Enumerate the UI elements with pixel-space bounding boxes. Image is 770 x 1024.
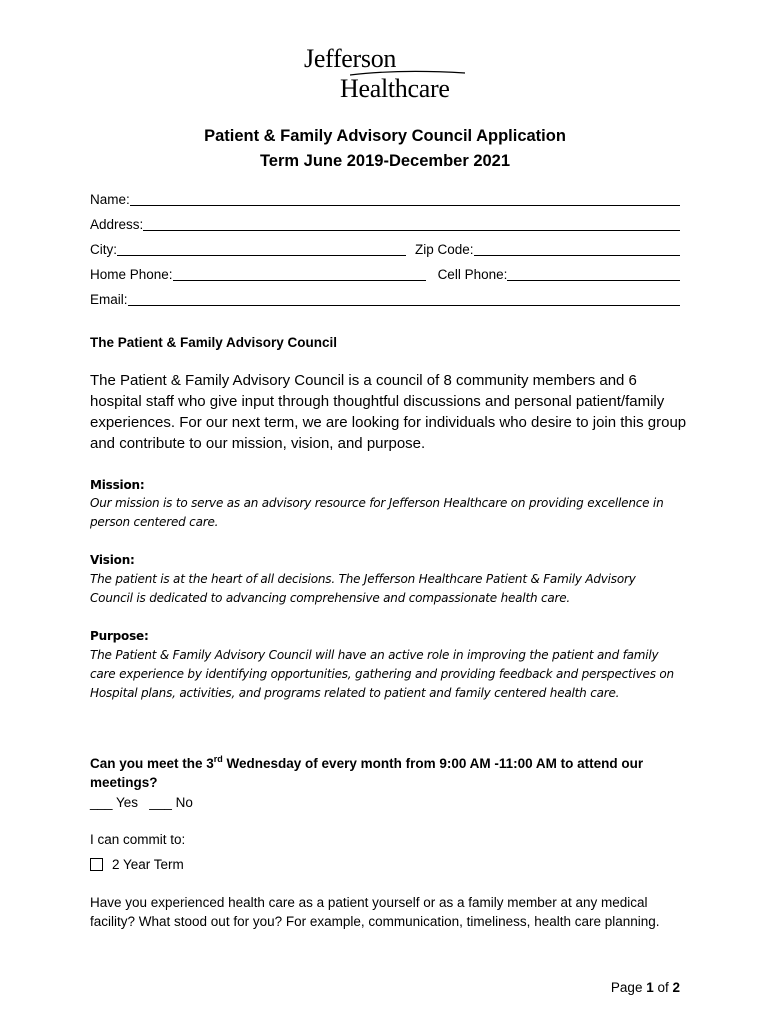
email-label: Email:	[90, 292, 128, 307]
phone-row	[90, 266, 680, 284]
logo-line-2: Healthcare	[340, 74, 450, 103]
vision-label: Vision:	[90, 553, 135, 567]
page-subtitle: Term June 2019-December 2021	[259, 152, 511, 170]
page-of: of	[653, 980, 673, 995]
email-line[interactable]	[128, 291, 680, 306]
page-number	[611, 978, 680, 997]
city-line[interactable]	[117, 241, 406, 256]
commit-label: I can commit to:	[90, 832, 186, 847]
logo-line-1: Jefferson	[304, 44, 397, 73]
home-phone-line[interactable]	[173, 266, 426, 281]
page-title: Patient & Family Advisory Council Application	[204, 127, 566, 145]
meeting-question-start: Can you meet the 3	[90, 756, 214, 771]
ordinal-suffix: rd	[213, 754, 223, 764]
total-pages: 2	[672, 980, 680, 995]
page-prefix: Page	[610, 980, 647, 995]
two-year-term-label: 2 Year Term	[112, 857, 184, 872]
email-field[interactable]	[90, 291, 680, 309]
vision-text: The patient is at the heart of all decisions. The Jefferson Healthcare Patient & Family Advisory Council is dedicated to advancing comprehensive and compassionate health care.	[90, 572, 636, 605]
zip-label: Zip Code:	[415, 242, 474, 257]
purpose-label: Purpose:	[90, 629, 149, 643]
zip-line[interactable]	[474, 241, 680, 256]
council-intro: The Patient & Family Advisory Council is a council of 8 community members and 6 hospital staff who give input through thoughtful discussions and personal patient/family experiences. For our next term, we are looking for individuals who desire to join this group and contribute to our mission, vision, and purpose.	[90, 372, 687, 452]
cell-phone-line[interactable]	[507, 266, 680, 281]
address-label: Address:	[90, 217, 144, 232]
meeting-question-end: Wednesday of every month from 9:00 AM -11:00 AM to attend our meetings?	[90, 756, 644, 790]
name-field[interactable]	[90, 191, 680, 209]
city-zip-row	[90, 241, 680, 259]
address-field[interactable]	[90, 216, 680, 234]
city-label: City:	[90, 242, 117, 257]
council-heading: The Patient & Family Advisory Council	[90, 335, 338, 350]
mission-label: Mission:	[90, 478, 145, 492]
meeting-question	[90, 754, 690, 792]
two-year-term-option[interactable]	[90, 855, 184, 874]
experience-question: Have you experienced health care as a patient yourself or as a family member at any medical facility? What stood out for you? For example, communication, timeliness, health care planning.	[90, 895, 660, 929]
yes-no-answers[interactable]: ___ Yes ___ No	[90, 795, 193, 810]
name-label: Name:	[90, 192, 130, 207]
cell-phone-label: Cell Phone:	[437, 267, 508, 282]
purpose-text: The Patient & Family Advisory Council will have an active role in improving the patient and family care experience by identifying opportunities, gathering and providing feedback and perspectives on Hospital plans, activities, and programs related to patient and family centered health care.	[90, 648, 674, 700]
jefferson-healthcare-logo	[300, 44, 475, 106]
mission-text: Our mission is to serve as an advisory resource for Jefferson Healthcare on providing excellence in person centered care.	[90, 496, 664, 529]
checkbox-icon[interactable]	[90, 858, 103, 871]
home-phone-label: Home Phone:	[90, 267, 173, 282]
name-line[interactable]	[130, 191, 680, 206]
current-page: 1	[646, 980, 654, 995]
address-line[interactable]	[143, 216, 680, 231]
